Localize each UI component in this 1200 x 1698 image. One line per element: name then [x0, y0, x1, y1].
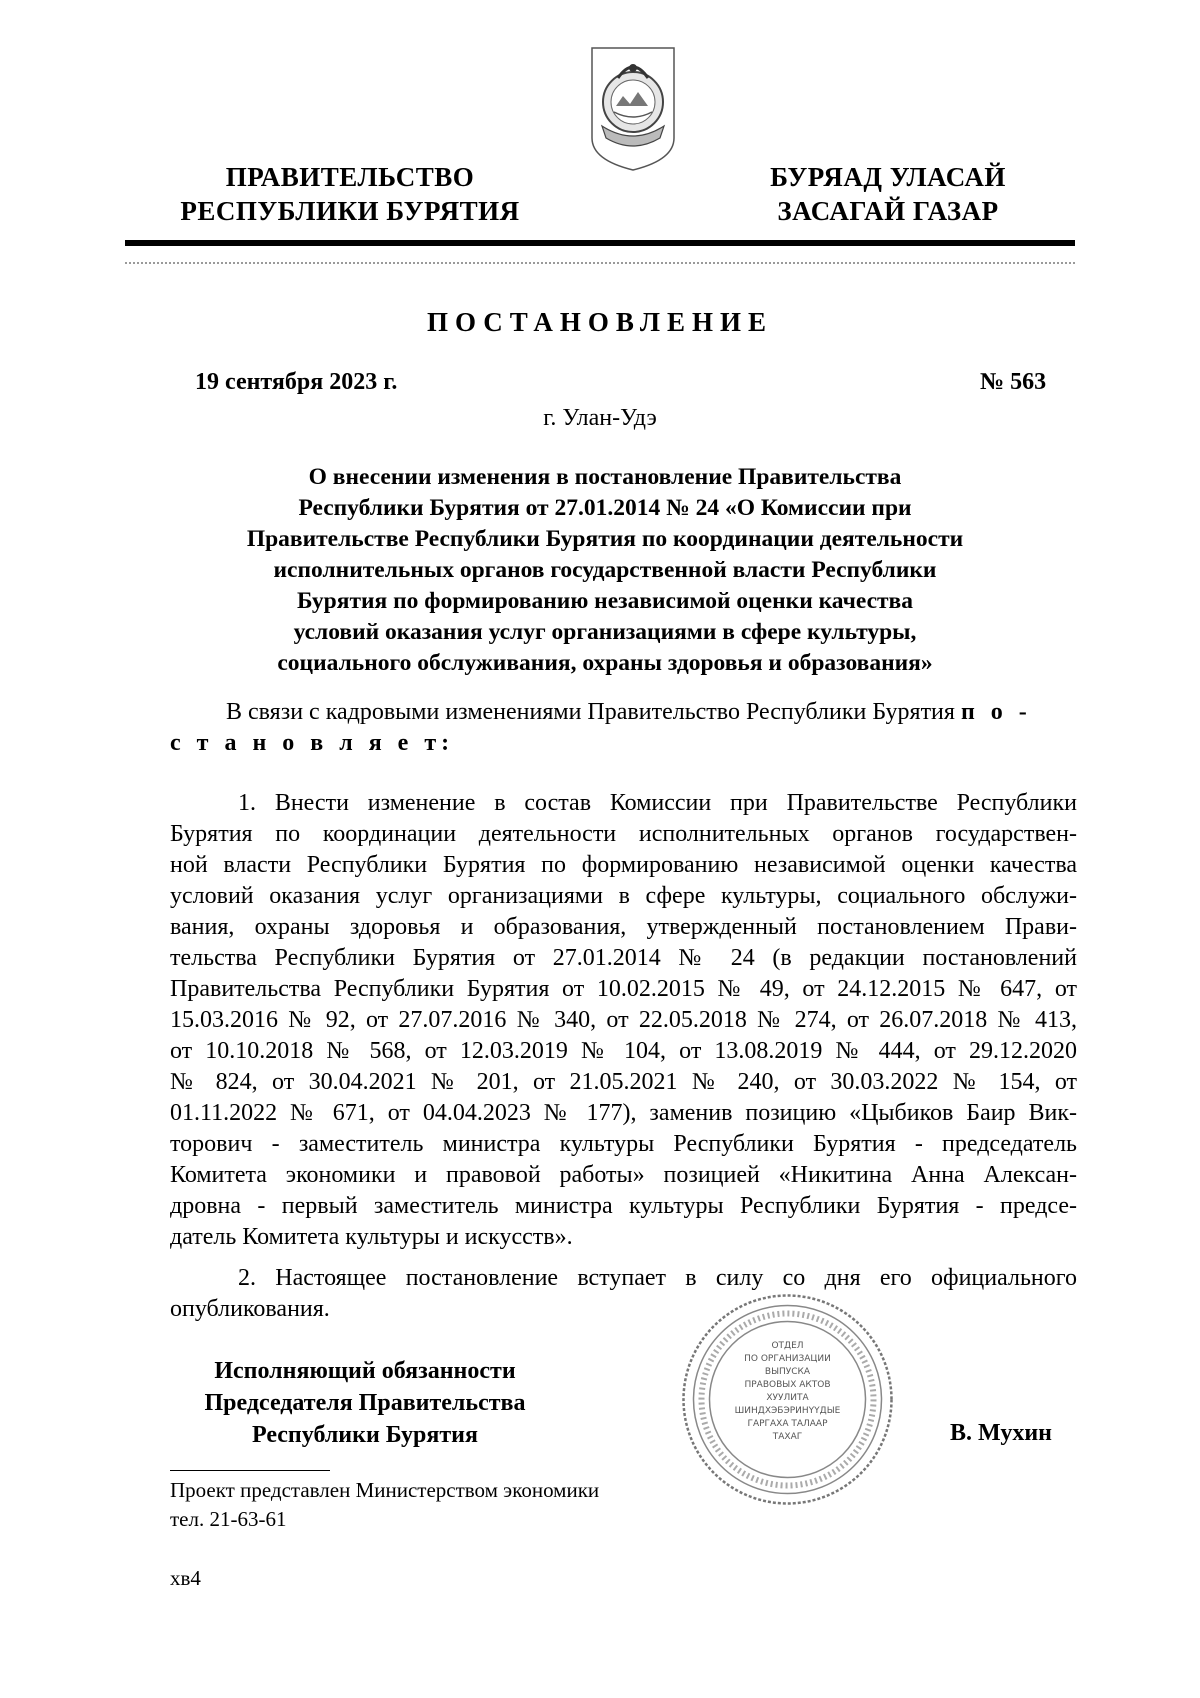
paragraph-2 — [170, 1263, 1077, 1325]
document-title — [200, 462, 1010, 679]
preamble-text: В связи с кадровыми изменениями Правительство Республики Бурятия — [226, 699, 961, 725]
seal-text-line: ТАХАГ — [772, 1432, 803, 1442]
paragraph-line: Бурятия по координации деятельности исполнительных органов государствен- — [170, 821, 1077, 847]
preamble — [170, 697, 1077, 759]
document-city: г. Улан-Удэ — [543, 405, 657, 431]
seal-text-line: ПО ОРГАНИЗАЦИИ — [744, 1354, 831, 1364]
document-number: № 563 — [980, 369, 1047, 395]
preamble-line1 — [170, 697, 1077, 728]
paragraph-line: условий оказания услуг организациями в сфере культуры, социального обслужи- — [170, 883, 1077, 909]
footer-note-line2: тел. 21-63-61 — [170, 1507, 287, 1531]
footer-code: хв4 — [170, 1566, 201, 1590]
preamble-decree-part2: с т а н о в л я е т: — [170, 730, 455, 756]
seal-text-line: ГАРГАХА ТАЛААР — [747, 1419, 828, 1429]
footer-note — [170, 1476, 599, 1534]
header-divider-thick — [125, 240, 1075, 246]
title-line: условий оказания услуг организациями в сфере культуры, — [293, 619, 917, 645]
title-line: Бурятия по формированию независимой оценки качества — [296, 588, 913, 614]
signer-position-line: Республики Бурятия — [251, 1422, 478, 1448]
title-line: исполнительных органов государственной власти Республики — [273, 557, 937, 583]
header-divider-thin — [125, 262, 1075, 264]
paragraph-line: 15.03.2016 № 92, от 27.07.2016 № 340, от 22.05.2018 № 274, от 26.07.2018 № 413, — [170, 1007, 1077, 1033]
signer-position-line: Председателя Правительства — [204, 1390, 526, 1416]
seal-text-line: ВЫПУСКА — [764, 1367, 811, 1377]
paragraph-line: Комитета экономики и правовой работы» позицией «Никитина Анна Алексан- — [170, 1162, 1077, 1188]
organization-name-bur — [738, 160, 1038, 228]
footer-note-line1: Проект представлен Министерством экономики — [170, 1478, 600, 1502]
organization-name-ru-line2: РЕСПУБЛИКИ БУРЯТИЯ — [180, 196, 520, 226]
seal-text-line: ОТДЕЛ — [771, 1341, 804, 1351]
organization-name-ru-line1: ПРАВИТЕЛЬСТВО — [225, 162, 475, 192]
paragraph-line: 01.11.2022 № 671, от 04.04.2023 № 177), заменив позицию «Цыбиков Баир Вик- — [170, 1100, 1077, 1126]
organization-name-bur-line1: БУРЯАД УЛАСАЙ — [770, 162, 1006, 192]
organization-name-ru — [150, 160, 550, 228]
paragraph-line: 1. Внести изменение в состав Комиссии при Правительстве Республики — [238, 790, 1077, 816]
paragraph-1 — [170, 788, 1077, 1253]
document-type: ПОСТАНОВЛЕНИЕ — [426, 307, 774, 337]
paragraph-line: 2. Настоящее постановление вступает в силу со дня его официального — [238, 1265, 1077, 1291]
paragraph-line: датель Комитета культуры и искусств». — [170, 1224, 573, 1250]
title-line: Республики Бурятия от 27.01.2014 № 24 «О Комиссии при — [298, 495, 912, 521]
title-line: социального обслуживания, охраны здоровья и образования» — [277, 650, 933, 676]
signer-position-line: Исполняющий обязанности — [214, 1358, 516, 1384]
paragraph-line: от 10.10.2018 № 568, от 12.03.2019 № 104, от 13.08.2019 № 444, от 29.12.2020 — [170, 1038, 1077, 1064]
signer-position — [180, 1355, 550, 1451]
preamble-decree-part1: п о - — [960, 699, 1032, 725]
seal-text-line: ПРАВОВЫХ АКТОВ — [744, 1380, 831, 1390]
seal-text-line: ХУУЛИТА — [766, 1393, 809, 1403]
organization-name-bur-line2: ЗАСАГАЙ ГАЗАР — [777, 196, 999, 226]
paragraph-line: опубликования. — [170, 1296, 330, 1322]
coat-of-arms-icon — [588, 42, 678, 174]
paragraph-line: торович - заместитель министра культуры Республики Бурятия - председатель — [170, 1131, 1077, 1157]
title-line: Правительстве Республики Бурятия по координации деятельности — [246, 526, 964, 552]
seal-text-line: ШИНДХЭБЭРИНҮҮДЫЕ — [734, 1406, 841, 1416]
document-date: 19 сентября 2023 г. — [195, 369, 398, 395]
paragraph-line: тельства Республики Бурятия от 27.01.2014 № 24 (в редакции постановлений — [170, 945, 1077, 971]
paragraph-line: Правительства Республики Бурятия от 10.02.2015 № 49, от 24.12.2015 № 647, от — [170, 976, 1077, 1002]
paragraph-line: № 824, от 30.04.2021 № 201, от 21.05.2021 № 240, от 30.03.2022 № 154, от — [170, 1069, 1077, 1095]
footer-divider — [170, 1470, 330, 1471]
title-line: О внесении изменения в постановление Правительства — [308, 464, 902, 490]
paragraph-line: ной власти Республики Бурятия по формированию независимой оценки качества — [170, 852, 1077, 878]
seal-text — [720, 1340, 855, 1444]
paragraph-line: вания, охраны здоровья и образования, утвержденный постановлением Прави- — [170, 914, 1077, 940]
signer-name: В. Мухин — [950, 1420, 1052, 1446]
paragraph-line: дровна - первый заместитель министра культуры Республики Бурятия - предсе- — [170, 1193, 1077, 1219]
